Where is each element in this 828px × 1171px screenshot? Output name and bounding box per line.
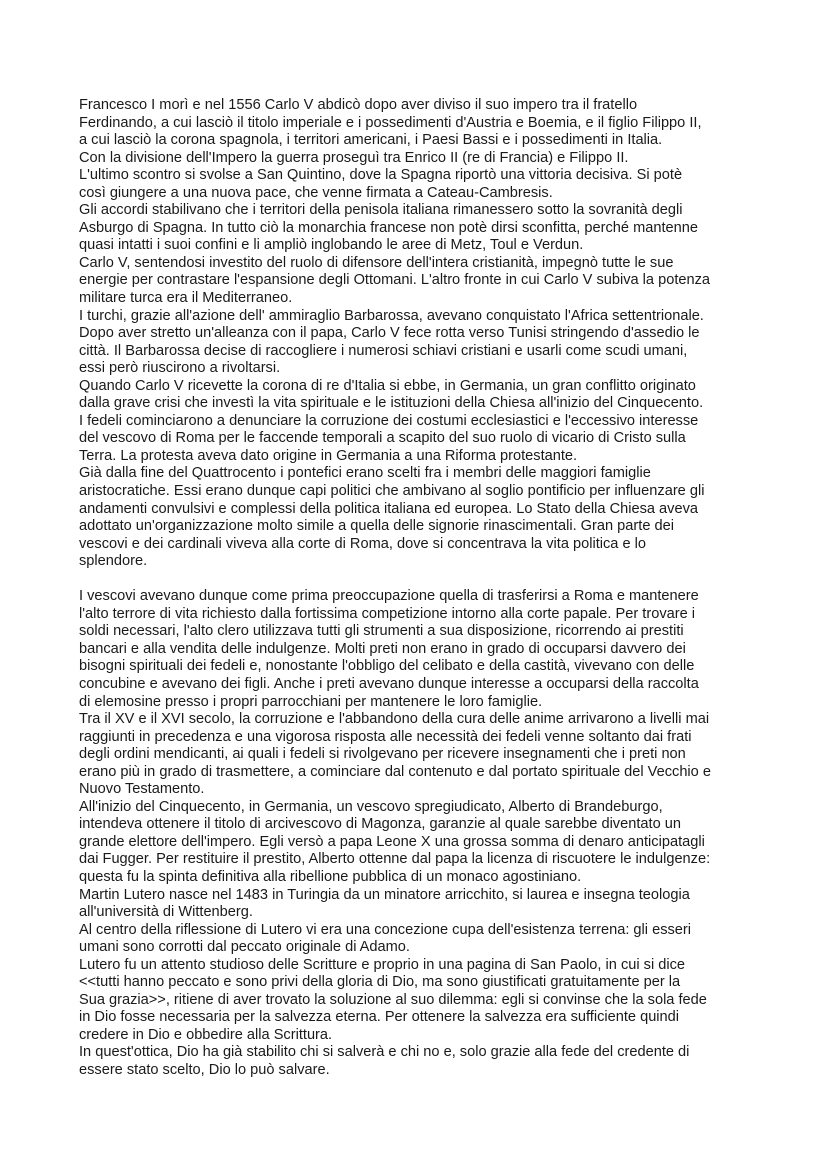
paragraph bbox=[79, 922, 779, 957]
paragraph bbox=[79, 413, 779, 466]
section-1 bbox=[79, 97, 779, 571]
text-line: Nuovo Testamento. bbox=[79, 781, 205, 798]
text-line: l'alto terrore di vita richiesto dalla fortissima competizione intorno alla corte papale. Per trovare i bbox=[79, 605, 696, 622]
text-line: energie per contrastare l'espansione degli Ottomani. L'altro fronte in cui Carlo V subiva la potenza bbox=[79, 272, 711, 289]
text-line: essi però riuscirono a rivoltarsi. bbox=[79, 360, 281, 377]
text-line: All'inizio del Cinquecento, in Germania, un vescovo spregiudicato, Alberto di Brandeburgo, bbox=[79, 798, 663, 815]
paragraph bbox=[79, 97, 779, 150]
text-line: militare turca era il Mediterraneo. bbox=[79, 290, 293, 307]
text-line: Lutero fu un attento studioso delle Scritture e proprio in una pagina di San Paolo, in cui si dice bbox=[79, 956, 686, 973]
text-line: di elemosine presso i propri parrocchiani per mantenere le loro famiglie. bbox=[79, 693, 543, 710]
text-line: quasi intatti i suoi confini e li ampliò inglobando le aree di Metz, Toul e Verdun. bbox=[79, 237, 584, 254]
paragraph bbox=[79, 465, 779, 570]
paragraph bbox=[79, 1044, 779, 1079]
text-line: Martin Lutero nasce nel 1483 in Turingia da un minatore arricchito, si laurea e insegna teologia bbox=[79, 886, 690, 903]
text-line: Tra il XV e il XVI secolo, la corruzione e l'abbandono della cura delle anime arrivarono a livelli mai bbox=[79, 711, 710, 728]
text-line: umani sono corrotti dal peccato originale di Adamo. bbox=[79, 939, 410, 956]
section-gap bbox=[79, 571, 779, 589]
text-line: essere stato scelto, Dio lo può salvare. bbox=[79, 1062, 330, 1079]
text-line: all'università di Wittenberg. bbox=[79, 904, 253, 921]
text-line: Con la divisione dell'Impero la guerra proseguì tra Enrico II (re di Francia) e Filippo II. bbox=[79, 149, 629, 166]
text-line: Gli accordi stabilivano che i territori della penisola italiana rimanessero sotto la sovranità degli bbox=[79, 202, 683, 219]
text-line: adottato un'organizzazione molto simile a quella delle signorie rinascimentali. Gran parte dei bbox=[79, 518, 674, 535]
text-line: Ferdinando, a cui lasciò il titolo imperiale e i possedimenti d'Austria e Boemia, e il figlio Filippo II, bbox=[79, 114, 702, 131]
paragraph bbox=[79, 799, 779, 887]
paragraph bbox=[79, 202, 779, 255]
text-line: I turchi, grazie all'azione dell' ammiraglio Barbarossa, avevano conquistato l'Africa settentrionale. bbox=[79, 307, 704, 324]
text-line: bisogni spirituali dei fedeli e, nonostante l'obbligo del celibato e della castità, vivevano con delle bbox=[79, 658, 695, 675]
text-line: bancari e alla vendita delle indulgenze. Molti preti non erano in grado di occuparsi davvero dei bbox=[79, 640, 686, 657]
text-line: Quando Carlo V ricevette la corona di re d'Italia si ebbe, in Germania, un gran conflitto originato bbox=[79, 377, 696, 394]
text-line: Al centro della riflessione di Lutero vi era una concezione cupa dell'esistenza terrena: gli esseri bbox=[79, 921, 692, 938]
text-line: Asburgo di Spagna. In tutto ciò la monarchia francese non potè dirsi sconfitta, perché mantenne bbox=[79, 219, 698, 236]
paragraph bbox=[79, 957, 779, 1045]
paragraph bbox=[79, 308, 779, 378]
text-line: del vescovo di Roma per le faccende temporali a scapito del suo ruolo di vicario di Cristo sulla bbox=[79, 430, 686, 447]
text-line: erano più in grado di trasmettere, a cominciare dal contenuto e dal portato spirituale del Vecchio e bbox=[79, 763, 711, 780]
text-line: intendeva ottenere il titolo di arcivescovo di Magonza, garanzie al quale sarebbe diventato un bbox=[79, 816, 681, 833]
text-line: soldi necessari, l'alto clero utilizzava tutti gli strumenti a sua disposizione, ricorrendo ai prestiti bbox=[79, 623, 684, 640]
paragraph bbox=[79, 588, 779, 711]
text-line: raggiunti in precedenza e una vigorosa risposta alle necessità dei fedeli venne soltanto dai frati bbox=[79, 728, 692, 745]
paragraph bbox=[79, 887, 779, 922]
text-line: concubine e avevano dei figli. Anche i preti avevano dunque interesse a occuparsi della raccolta bbox=[79, 676, 699, 692]
text-line: Sua grazia>>, ritiene di aver trovato la soluzione al suo dilemma: egli si convinse che la sola fede bbox=[79, 991, 707, 1008]
text-line: questa fu la spinta definitiva alla ribellione pubblica di un monaco agostiniano. bbox=[79, 869, 582, 886]
text-line: I vescovi avevano dunque come prima preoccupazione quella di trasferirsi a Roma e mantenere bbox=[79, 588, 699, 605]
paragraph bbox=[79, 378, 779, 413]
paragraph bbox=[79, 255, 779, 308]
text-line: I fedeli cominciarono a denunciare la corruzione dei costumi ecclesiastici e l'eccessivo interesse bbox=[79, 412, 699, 429]
text-line: città. Il Barbarossa decise di raccogliere i numerosi schiavi cristiani e usarli come scudi umani, bbox=[79, 342, 688, 359]
text-line: Dopo aver stretto un'alleanza con il papa, Carlo V fece rotta verso Tunisi stringendo d'assedio le bbox=[79, 325, 700, 342]
section-2 bbox=[79, 588, 779, 1079]
text-line: in Dio fosse necessaria per la salvezza eterna. Per ottenere la salvezza era sufficiente quindi bbox=[79, 1009, 680, 1026]
text-line: L'ultimo scontro si svolse a San Quintino, dove la Spagna riportò una vittoria decisiva. Si potè bbox=[79, 167, 683, 184]
text-line: aristocratiche. Essi erano dunque capi politici che ambivano al soglio pontificio per influenzare gli bbox=[79, 483, 705, 500]
text-line: vescovi e dei cardinali viveva alla corte di Roma, dove si concentrava la vita politica e lo bbox=[79, 535, 647, 552]
text-line: andamenti convulsivi e complessi della politica italiana ed europea. Lo Stato della Chiesa aveva bbox=[79, 500, 698, 517]
text-line: dai Fugger. Per restituire il prestito, Alberto ottenne dal papa la licenza di riscuotere le indulgenze: bbox=[79, 851, 711, 868]
text-line: Già dalla fine del Quattrocento i pontefici erano scelti fra i membri delle maggiori famiglie bbox=[79, 465, 651, 482]
text-line: dalla grave crisi che investì la vita spirituale e le istituzioni della Chiesa all'inizio del Cinquecento. bbox=[79, 395, 704, 412]
text-line: Carlo V, sentendosi investito del ruolo di difensore dell'intera cristianità, impegnò tutte le sue bbox=[79, 254, 674, 271]
text-line: Terra. La protesta aveva dato origine in Germania a una Riforma protestante. bbox=[79, 447, 578, 464]
paragraph bbox=[79, 167, 779, 202]
text-line: credere in Dio e obbedire alla Scrittura. bbox=[79, 1026, 333, 1043]
paragraph bbox=[79, 711, 779, 799]
text-line: così giungere a una nuova pace, che venne firmata a Cateau-Cambresis. bbox=[79, 184, 553, 201]
text-line: splendore. bbox=[79, 553, 148, 570]
text-line: Francesco I morì e nel 1556 Carlo V abdicò dopo aver diviso il suo impero tra il fratello bbox=[79, 97, 638, 113]
text-line: grande elettore dell'impero. Egli versò a papa Leone X una grossa somma di denaro anticipatagli bbox=[79, 833, 705, 850]
text-line: <<tutti hanno peccato e sono privi della gloria di Dio, ma sono giustificati gratuitamente per la bbox=[79, 974, 681, 991]
text-line: degli ordini mendicanti, ai quali i fedeli si rivolgevano per ricevere insegnamenti che i preti non bbox=[79, 746, 686, 763]
document-page bbox=[79, 97, 779, 1080]
text-line: In quest'ottica, Dio ha già stabilito chi si salverà e chi no e, solo grazie alla fede del credente di bbox=[79, 1044, 690, 1061]
paragraph bbox=[79, 150, 779, 168]
text-line: a cui lasciò la corona spagnola, i territori americani, i Paesi Bassi e i possedimenti in Italia. bbox=[79, 132, 663, 149]
